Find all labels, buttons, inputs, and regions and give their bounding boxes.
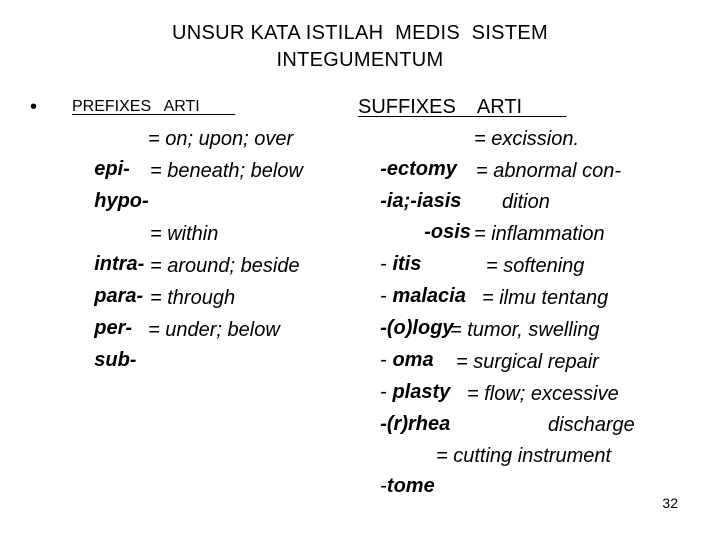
suffix-definition: = inflammation <box>474 223 605 245</box>
suffix-term: -(r)rhea <box>380 413 451 435</box>
suffix-definition: = excission. <box>474 128 580 150</box>
suffix-row <box>358 219 422 275</box>
suffix-definition: dition <box>502 191 550 213</box>
prefix-term: epi- <box>94 158 130 180</box>
suffix-definition: = ilmu tentang <box>482 287 609 309</box>
prefix-row <box>72 156 149 212</box>
suffix-row <box>402 187 471 243</box>
suffix-definition: = surgical repair <box>456 351 599 373</box>
prefix-definition: = within <box>150 223 219 245</box>
suffix-dash: - <box>380 253 393 275</box>
suffix-dash: - <box>380 475 387 497</box>
suffix-definition: = flow; excessive <box>467 383 619 405</box>
prefix-row <box>72 315 137 371</box>
prefix-definition: = on; upon; over <box>148 128 294 150</box>
suffixes-header: SUFFIXES ARTI <box>358 96 567 118</box>
prefix-term: para- <box>94 285 144 307</box>
suffix-term: oma <box>392 349 434 371</box>
prefix-row <box>72 124 130 180</box>
title-line-2: INTEGUMENTUM <box>276 49 444 71</box>
suffix-row <box>358 441 435 497</box>
suffix-row <box>358 124 457 180</box>
suffix-dash: - <box>380 381 393 403</box>
prefix-term: intra- <box>94 253 145 275</box>
prefix-term: sub- <box>94 349 137 371</box>
prefix-row <box>72 283 133 339</box>
page-number: 32 <box>662 495 678 511</box>
prefix-definition: = beneath; below <box>150 160 303 182</box>
suffix-row <box>358 379 451 435</box>
suffix-row <box>358 347 451 403</box>
prefix-row <box>72 219 145 275</box>
prefix-definition: = through <box>150 287 236 309</box>
suffix-dash: - <box>380 285 393 307</box>
suffix-term: -ectomy <box>380 158 457 180</box>
prefixes-header: PREFIXES ARTI <box>72 98 236 115</box>
suffix-definition: = cutting instrument <box>436 445 612 467</box>
suffix-definition: = tumor, swelling <box>450 319 600 341</box>
suffix-term: malacia <box>392 285 466 307</box>
prefix-definition: = around; beside <box>150 255 300 277</box>
suffix-row <box>358 315 434 371</box>
suffix-term: itis <box>392 253 422 275</box>
suffix-definition-continued: discharge <box>548 414 635 436</box>
suffix-row <box>358 251 466 307</box>
prefix-definition: = under; below <box>148 319 280 341</box>
title-line-1: UNSUR KATA ISTILAH MEDIS SISTEM <box>172 22 548 44</box>
suffix-definition: = abnormal con- <box>476 160 622 182</box>
page-title <box>0 20 720 74</box>
suffix-dash: - <box>380 349 393 371</box>
bullet-icon: • <box>30 96 38 118</box>
suffix-term: tome <box>386 475 435 497</box>
suffix-term: -ia;-iasis <box>380 190 462 212</box>
suffix-row <box>358 156 462 212</box>
suffix-term: plasty <box>392 381 451 403</box>
prefix-term: per- <box>94 317 133 339</box>
suffix-term: -osis <box>424 221 471 243</box>
suffix-term: -(o)logy <box>380 317 454 339</box>
prefix-term: hypo- <box>94 190 149 212</box>
suffix-row <box>358 283 454 339</box>
suffix-definition: = softening <box>486 255 585 277</box>
prefix-row <box>72 251 144 307</box>
